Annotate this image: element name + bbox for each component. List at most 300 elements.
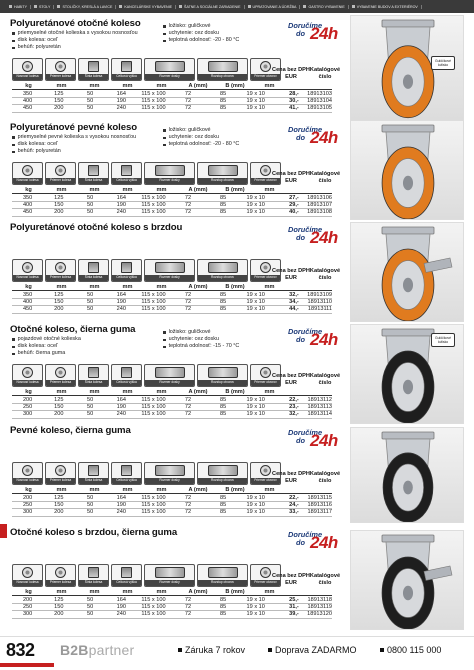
table-cell: 190	[116, 403, 126, 410]
spec-table	[12, 83, 332, 113]
wheel-load-icon	[12, 462, 43, 485]
hole-diameter-icon-glyph	[260, 465, 271, 476]
column-header: mm	[264, 589, 275, 596]
spec-icon-row	[12, 259, 283, 282]
nav-item-stoly[interactable]: STOLY	[31, 5, 54, 9]
feature-list-right	[163, 127, 239, 149]
table-row[interactable]	[12, 105, 332, 112]
table-row[interactable]	[12, 209, 332, 216]
table-row[interactable]	[12, 604, 332, 611]
wheel-width-icon-glyph	[88, 262, 99, 273]
table-cell: 19 x 10	[246, 611, 265, 618]
table-cell: 125	[54, 596, 64, 603]
table-row[interactable]	[12, 90, 332, 97]
price-header: Cena bez DPH EUR	[272, 373, 310, 386]
table-cell: 115 x 100	[141, 603, 166, 610]
column-header: mm	[89, 83, 100, 90]
delivery-hours: 24h	[310, 228, 338, 247]
feature-item: disk kolesa: oceľ	[12, 37, 138, 44]
nav-item-vybavenie-budov[interactable]: VYBAVENIE BUDOV A EXTERIÉROV	[349, 5, 422, 9]
column-header: A (mm)	[188, 389, 208, 396]
table-cell: 50	[86, 596, 94, 603]
table-cell: 85	[219, 603, 227, 610]
wheel-width-icon	[78, 462, 109, 485]
table-cell: 200	[54, 509, 64, 516]
delivery-badge	[276, 21, 360, 47]
table-cell: 115 x 100	[141, 396, 166, 403]
column-header: mm	[264, 389, 275, 396]
total-height-icon	[111, 259, 142, 282]
hole-spacing-icon-glyph	[208, 165, 238, 176]
table-cell: 115 x 100	[141, 97, 166, 104]
delivery-hours: 24h	[310, 533, 338, 552]
feature-item: ložisko: guličkové	[163, 127, 239, 134]
column-header: mm	[56, 284, 67, 291]
spec-icon-label: Šírka kolesa	[79, 74, 108, 80]
spec-icon-label: Rozmer dosky	[145, 380, 194, 386]
total-height-icon-glyph	[121, 367, 132, 378]
section-title: Polyuretánové otočné koleso	[10, 18, 141, 29]
spec-icon-label: Priemer otvorov	[251, 478, 280, 484]
total-height-icon	[111, 162, 142, 185]
spec-icon-label: Rozmer dosky	[145, 580, 194, 586]
table-cell: 250	[22, 403, 33, 410]
table-cell: 250	[22, 501, 33, 508]
table-cell: 50	[86, 403, 94, 410]
table-cell: 50	[86, 396, 94, 403]
nav-item-gastro[interactable]: GASTRO VYBAVENIE	[300, 5, 348, 9]
catalog-number-cell: 18913111	[307, 306, 332, 313]
column-header: kg	[25, 487, 32, 494]
table-cell: 200	[22, 596, 33, 603]
wheel-diameter-icon	[45, 462, 76, 485]
column-header: mm	[89, 284, 100, 291]
feature-item: teplotná odolnosť: -20 - 80 °C	[163, 141, 239, 148]
nav-item-stolicky[interactable]: STOLIČKY, KRESLÁ A LAVICE	[54, 5, 116, 9]
table-cell: 72	[184, 90, 192, 97]
price-cell: 23,-	[289, 403, 299, 410]
catalog-header: Katalógové číslo	[309, 573, 341, 586]
table-cell: 19 x 10	[246, 509, 265, 516]
price-cell: 27,-	[289, 194, 299, 201]
column-header: B (mm)	[225, 389, 245, 396]
hole-spacing-icon	[197, 364, 248, 387]
column-header: kg	[25, 187, 32, 194]
table-cell: 19 x 10	[246, 105, 265, 112]
table-cell: 350	[22, 291, 33, 298]
table-cell: 72	[184, 411, 192, 418]
spec-icon-label: Rozstup otvorov	[198, 178, 247, 184]
table-cell: 50	[86, 603, 94, 610]
table-row[interactable]	[12, 502, 332, 509]
spec-icon-label: Nosnosť kolesa	[13, 478, 42, 484]
mount-plate	[382, 20, 434, 27]
wheel-width-icon	[78, 162, 109, 185]
table-cell: 72	[184, 105, 192, 112]
table-cell: 19 x 10	[246, 90, 265, 97]
wheel-width-icon	[78, 58, 109, 81]
table-cell: 190	[116, 298, 126, 305]
table-row[interactable]	[12, 306, 332, 313]
spec-icon-label: Rozstup otvorov	[198, 275, 247, 281]
table-cell: 85	[219, 509, 227, 516]
wheel-width-icon-glyph	[88, 367, 99, 378]
feature-item: teplotná odolnosť: -20 - 80 °C	[163, 37, 239, 44]
table-cell: 115 x 100	[141, 611, 166, 618]
column-header: A (mm)	[188, 284, 208, 291]
product-photo[interactable]	[350, 15, 464, 121]
table-row[interactable]	[12, 509, 332, 516]
table-cell: 164	[116, 596, 126, 603]
plate-size-icon	[144, 564, 195, 587]
table-cell: 19 x 10	[246, 194, 265, 201]
table-cell: 85	[219, 97, 227, 104]
table-row[interactable]	[12, 98, 332, 105]
spec-icon-label: Šírka kolesa	[79, 580, 108, 586]
table-cell: 250	[22, 603, 33, 610]
catalog-number-cell: 18913108	[307, 209, 332, 216]
price-cell: 31,-	[289, 603, 299, 610]
table-row[interactable]	[12, 411, 332, 418]
product-photo[interactable]	[350, 324, 464, 424]
delivery-badge	[276, 530, 360, 556]
wheel-load-icon	[12, 58, 43, 81]
table-cell: 72	[184, 494, 192, 501]
table-cell: 72	[184, 97, 192, 104]
column-header: mm	[56, 389, 67, 396]
table-cell: 19 x 10	[246, 411, 265, 418]
side-tab-marker	[0, 524, 7, 538]
column-header: kg	[25, 389, 32, 396]
axle	[403, 278, 413, 292]
price-header: Cena bez DPH EUR	[272, 573, 310, 586]
price-cell: 25,-	[289, 596, 299, 603]
footer-shipping: Doprava ZADARMO	[268, 645, 357, 655]
table-header-row	[12, 187, 332, 194]
wheel-load-icon-glyph	[22, 262, 33, 273]
feature-item: uchytenie: cez dosku	[163, 30, 239, 37]
section-title: Otočné koleso, čierna guma	[10, 324, 136, 335]
top-category-nav	[0, 0, 474, 13]
catalog-header: Katalógové číslo	[309, 67, 341, 80]
table-cell: 115 x 100	[141, 298, 166, 305]
table-cell: 85	[219, 298, 227, 305]
table-cell: 19 x 10	[246, 596, 265, 603]
hole-diameter-icon-glyph	[260, 61, 271, 72]
catalog-header: Katalógové číslo	[309, 268, 341, 281]
table-cell: 200	[54, 611, 64, 618]
feature-item: ložisko: guličkové	[163, 23, 239, 30]
column-header: mm	[264, 187, 275, 194]
column-header: mm	[156, 487, 167, 494]
price-cell: 33,-	[289, 509, 299, 516]
column-header: B (mm)	[225, 589, 245, 596]
delivery-badge	[276, 125, 360, 151]
catalog-number-cell: 18913119	[307, 603, 332, 610]
table-cell: 150	[54, 201, 64, 208]
table-cell: 85	[219, 501, 227, 508]
price-cell: 34,-	[289, 298, 299, 305]
nav-item-satne[interactable]: ŠATNE A SOCIÁLNE ZARIADENIE	[176, 5, 244, 9]
delivery-prefix: do	[296, 233, 306, 242]
spec-icon-label: Rozmer dosky	[145, 478, 194, 484]
nav-item-kancelarske[interactable]: KANCELÁRSKE VYBAVENIE	[116, 5, 176, 9]
delivery-prefix: do	[296, 133, 306, 142]
delivery-prefix: do	[296, 29, 306, 38]
table-cell: 72	[184, 509, 192, 516]
wheel-load-icon-glyph	[22, 367, 33, 378]
catalog-number-cell: 18913110	[307, 298, 332, 305]
table-cell: 72	[184, 596, 192, 603]
wheel-load-icon-glyph	[22, 465, 33, 476]
feature-item: disk kolesa: oceľ	[12, 343, 81, 350]
table-row[interactable]	[12, 202, 332, 209]
spec-icon-row	[12, 364, 283, 387]
delivery-hours: 24h	[310, 330, 338, 349]
wheel-load-icon	[12, 564, 43, 587]
spec-icon-label: Priemer kolesa	[46, 580, 75, 586]
catalog-number-cell: 18913117	[307, 509, 332, 516]
table-cell: 115 x 100	[141, 201, 166, 208]
table-cell: 164	[116, 494, 126, 501]
feature-list-right	[163, 23, 239, 45]
delivery-prefix: do	[296, 436, 306, 445]
wheel-diameter-icon-glyph	[55, 567, 66, 578]
table-cell: 85	[219, 291, 227, 298]
table-cell: 240	[116, 411, 126, 418]
hole-spacing-icon	[197, 259, 248, 282]
table-cell: 200	[22, 396, 33, 403]
spec-table	[12, 487, 332, 517]
hole-diameter-icon-glyph	[260, 367, 271, 378]
table-row[interactable]	[12, 404, 332, 411]
product-photo[interactable]	[350, 120, 464, 220]
price-header: Cena bez DPH EUR	[272, 268, 310, 281]
total-height-icon-glyph	[121, 262, 132, 273]
table-cell: 115 x 100	[141, 194, 166, 201]
wheel-width-icon	[78, 259, 109, 282]
footer-phone[interactable]: 0800 115 000	[380, 645, 441, 655]
spec-icon-label: Nosnosť kolesa	[13, 380, 42, 386]
table-cell: 164	[116, 90, 126, 97]
column-header: mm	[89, 389, 100, 396]
table-row[interactable]	[12, 291, 332, 298]
plate-size-icon-glyph	[155, 465, 185, 476]
table-cell: 350	[22, 90, 33, 97]
table-cell: 19 x 10	[246, 291, 265, 298]
catalog-number-cell: 18913107	[307, 201, 332, 208]
catalog-number-cell: 18913116	[307, 501, 332, 508]
table-cell: 85	[219, 201, 227, 208]
table-cell: 19 x 10	[246, 97, 265, 104]
table-cell: 85	[219, 396, 227, 403]
table-cell: 19 x 10	[246, 403, 265, 410]
hole-spacing-icon-glyph	[208, 567, 238, 578]
table-cell: 50	[86, 509, 94, 516]
catalog-number-cell: 18913120	[307, 611, 332, 618]
table-cell: 115 x 100	[141, 596, 166, 603]
table-cell: 240	[116, 509, 126, 516]
column-header: mm	[122, 589, 133, 596]
table-cell: 72	[184, 194, 192, 201]
column-header: B (mm)	[225, 83, 245, 90]
catalog-number-cell: 18913103	[307, 90, 332, 97]
wheel-load-icon	[12, 259, 43, 282]
footer-warranty: Záruka 7 rokov	[178, 645, 245, 655]
axle	[403, 481, 413, 495]
hole-spacing-icon	[197, 162, 248, 185]
wheel-diameter-icon	[45, 564, 76, 587]
catalog-number-cell: 18913105	[307, 105, 332, 112]
nav-item-habity[interactable]: HABITY	[6, 5, 31, 9]
column-header: mm	[156, 389, 167, 396]
column-header: kg	[25, 83, 32, 90]
spec-icon-label: Šírka kolesa	[79, 478, 108, 484]
nav-item-upratovanie[interactable]: UPRATOVANIE A ÚDRŽBA	[245, 5, 301, 9]
table-cell: 85	[219, 596, 227, 603]
table-cell: 115 x 100	[141, 403, 166, 410]
table-cell: 19 x 10	[246, 396, 265, 403]
price-cell: 40,-	[289, 209, 299, 216]
table-cell: 50	[86, 90, 94, 97]
spec-icon-label: Celková výška	[112, 74, 141, 80]
wheel-load-icon-glyph	[22, 61, 33, 72]
table-header-row	[12, 389, 332, 396]
table-cell: 240	[116, 306, 126, 313]
spec-icon-label: Rozmer dosky	[145, 74, 194, 80]
column-header: B (mm)	[225, 187, 245, 194]
column-header: mm	[156, 187, 167, 194]
table-header-row	[12, 589, 332, 596]
feature-item: ložisko: guličkové	[163, 329, 239, 336]
table-cell: 450	[22, 209, 33, 216]
caster-wheel-illustration	[351, 223, 464, 322]
column-header: B (mm)	[225, 487, 245, 494]
column-header: mm	[122, 389, 133, 396]
delivery-badge	[276, 327, 360, 353]
spec-table	[12, 284, 332, 314]
spec-icon-label: Šírka kolesa	[79, 178, 108, 184]
column-header: mm	[122, 487, 133, 494]
table-cell: 50	[86, 411, 94, 418]
table-cell: 200	[22, 494, 33, 501]
table-cell: 164	[116, 194, 126, 201]
column-header: kg	[25, 284, 32, 291]
spec-icon-label: Nosnosť kolesa	[13, 275, 42, 281]
table-cell: 240	[116, 611, 126, 618]
price-header: Cena bez DPH EUR	[272, 171, 310, 184]
table-cell: 125	[54, 396, 64, 403]
wheel-load-icon-glyph	[22, 567, 33, 578]
column-header: mm	[56, 187, 67, 194]
column-header: mm	[156, 284, 167, 291]
page-accent-bar	[0, 663, 54, 667]
table-cell: 50	[86, 194, 94, 201]
axle	[403, 176, 413, 190]
spec-icon-label: Nosnosť kolesa	[13, 580, 42, 586]
table-row[interactable]	[12, 596, 332, 603]
section-title: Polyuretánové pevné koleso	[10, 122, 137, 133]
spec-icon-label: Rozstup otvorov	[198, 580, 247, 586]
delivery-text: Doručíme	[288, 327, 323, 336]
total-height-icon	[111, 462, 142, 485]
table-row[interactable]	[12, 494, 332, 501]
table-cell: 85	[219, 105, 227, 112]
product-photo[interactable]	[350, 427, 464, 523]
column-header: mm	[122, 284, 133, 291]
table-row[interactable]	[12, 611, 332, 618]
feature-list-right	[163, 329, 239, 351]
product-photo[interactable]	[350, 222, 464, 322]
page-number: 832	[6, 640, 35, 660]
table-cell: 200	[54, 306, 64, 313]
table-cell: 190	[116, 201, 126, 208]
hole-diameter-icon-glyph	[260, 165, 271, 176]
table-cell: 72	[184, 611, 192, 618]
price-cell: 28,-	[289, 90, 299, 97]
delivery-badge	[276, 428, 360, 454]
wheel-diameter-icon	[45, 58, 76, 81]
table-cell: 50	[86, 611, 94, 618]
column-header: mm	[264, 487, 275, 494]
caster-wheel-illustration	[351, 428, 464, 523]
table-row[interactable]	[12, 396, 332, 403]
table-cell: 200	[54, 209, 64, 216]
price-cell: 22,-	[289, 396, 299, 403]
spec-icon-label: Rozstup otvorov	[198, 74, 247, 80]
table-cell: 19 x 10	[246, 209, 265, 216]
table-row[interactable]	[12, 194, 332, 201]
feature-item: disk kolesa: oceľ	[12, 141, 136, 148]
table-cell: 164	[116, 396, 126, 403]
table-cell: 85	[219, 494, 227, 501]
page-footer	[0, 636, 474, 670]
catalog-number-cell: 18913115	[307, 494, 332, 501]
table-cell: 72	[184, 306, 192, 313]
wheel-diameter-icon	[45, 364, 76, 387]
table-row[interactable]	[12, 299, 332, 306]
spec-icon-label: Priemer kolesa	[46, 478, 75, 484]
plate-size-icon	[144, 162, 195, 185]
spec-icon-label: Nosnosť kolesa	[13, 74, 42, 80]
table-cell: 115 x 100	[141, 105, 166, 112]
hole-spacing-icon	[197, 462, 248, 485]
wheel-diameter-icon-glyph	[55, 61, 66, 72]
hole-spacing-icon	[197, 564, 248, 587]
table-cell: 50	[86, 209, 94, 216]
column-header: mm	[89, 487, 100, 494]
table-header-row	[12, 284, 332, 291]
catalog-number-cell: 18913118	[307, 596, 332, 603]
spec-icon-label: Rozmer dosky	[145, 178, 194, 184]
column-header: mm	[264, 284, 275, 291]
product-photo[interactable]	[350, 530, 464, 630]
spec-icon-label: Šírka kolesa	[79, 380, 108, 386]
table-cell: 19 x 10	[246, 501, 265, 508]
table-cell: 350	[22, 194, 33, 201]
catalog-number-cell: 18913109	[307, 291, 332, 298]
delivery-text: Doručíme	[288, 428, 323, 437]
feature-item: priemyselné pevné kolieska s vysokou nosnosťou	[12, 134, 136, 141]
plate-size-icon	[144, 259, 195, 282]
table-cell: 400	[22, 201, 33, 208]
feature-item: uchytenie: cez dosku	[163, 336, 239, 343]
column-header: mm	[264, 83, 275, 90]
table-cell: 300	[22, 611, 33, 618]
catalog-header: Katalógové číslo	[309, 171, 341, 184]
delivery-prefix: do	[296, 538, 306, 547]
feature-list-left	[12, 134, 136, 156]
